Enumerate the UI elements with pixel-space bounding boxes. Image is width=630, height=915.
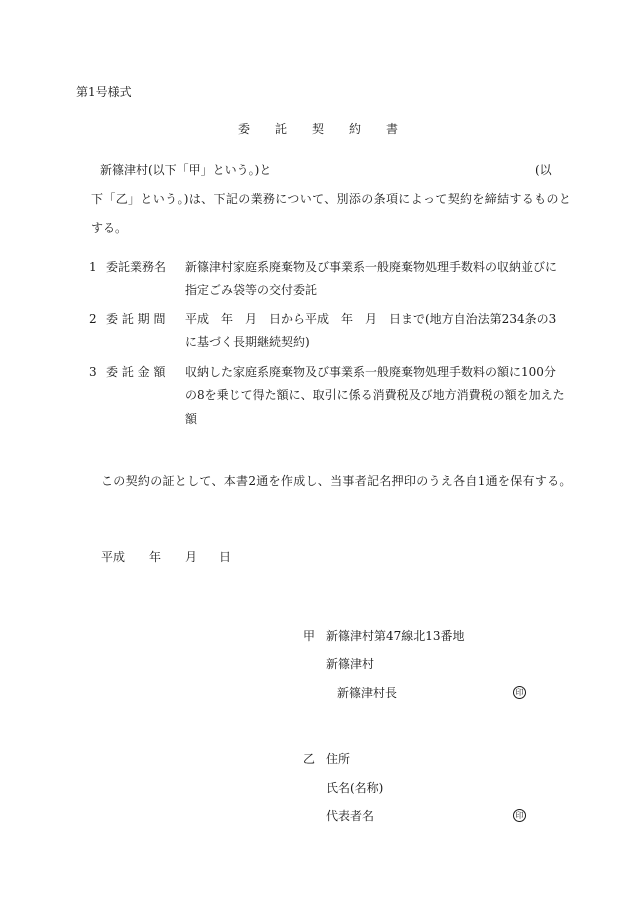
item-3-text-line-2: の8を乗じて得た額に、取引に係る消費税及び地方消費税の額を加えた [185, 388, 565, 402]
party-a-mark: 甲 [303, 629, 316, 643]
party-b-name-label: 氏名(名称) [326, 781, 384, 795]
intro-line-1-end: (以 [535, 163, 552, 177]
item-3-text-line-1: 収納した家庭系廃棄物及び事業系一般廃棄物処理手数料の額に100分 [185, 365, 556, 379]
item-1-text-line-1: 新篠津村家庭系廃棄物及び事業系一般廃棄物処理手数料の収納並びに [185, 260, 558, 274]
document-title: 委託契約書 [238, 122, 424, 136]
item-2-text-line-2: に基づく長期継続契約) [185, 335, 310, 349]
date-day-label: 日 [219, 550, 232, 564]
party-b-seal-icon: 印 [513, 809, 526, 822]
party-a-representative: 新篠津村長 [337, 686, 398, 700]
party-b-address-label: 住所 [326, 752, 351, 766]
item-1-number: 1 [89, 260, 97, 274]
item-3-label: 委 託 金 額 [106, 365, 166, 379]
party-a-name: 新篠津村 [326, 657, 375, 671]
intro-line-2: 下「乙」という。)は、下記の業務について、別添の条項によって契約を締結するものと [91, 192, 572, 206]
item-1-label: 委託業務名 [106, 260, 167, 274]
party-b-mark: 乙 [303, 752, 316, 766]
item-1-text-line-2: 指定ごみ袋等の交付委託 [185, 283, 318, 297]
date-year-label: 年 [149, 550, 162, 564]
item-3-text-line-3: 額 [185, 412, 198, 426]
party-a-seal-icon: 印 [513, 686, 526, 699]
item-2-text-line-1: 平成 年 月 日から平成 年 月 日まで(地方自治法第234条の3 [185, 312, 557, 326]
party-a-address: 新篠津村第47線北13番地 [326, 629, 465, 643]
closing-statement: この契約の証として、本書2通を作成し、当事者記名押印のうえ各自1通を保有する。 [101, 474, 572, 488]
item-2-label: 委 託 期 間 [106, 312, 166, 326]
intro-line-1-start: 新篠津村(以下「甲」という。)と [100, 163, 272, 177]
intro-line-3: する。 [91, 221, 128, 235]
party-b-representative-label: 代表者名 [326, 809, 375, 823]
date-month-label: 月 [185, 550, 198, 564]
item-2-number: 2 [89, 312, 97, 326]
form-number: 第1号様式 [76, 85, 132, 99]
item-3-number: 3 [89, 365, 97, 379]
date-era: 平成 [101, 550, 126, 564]
